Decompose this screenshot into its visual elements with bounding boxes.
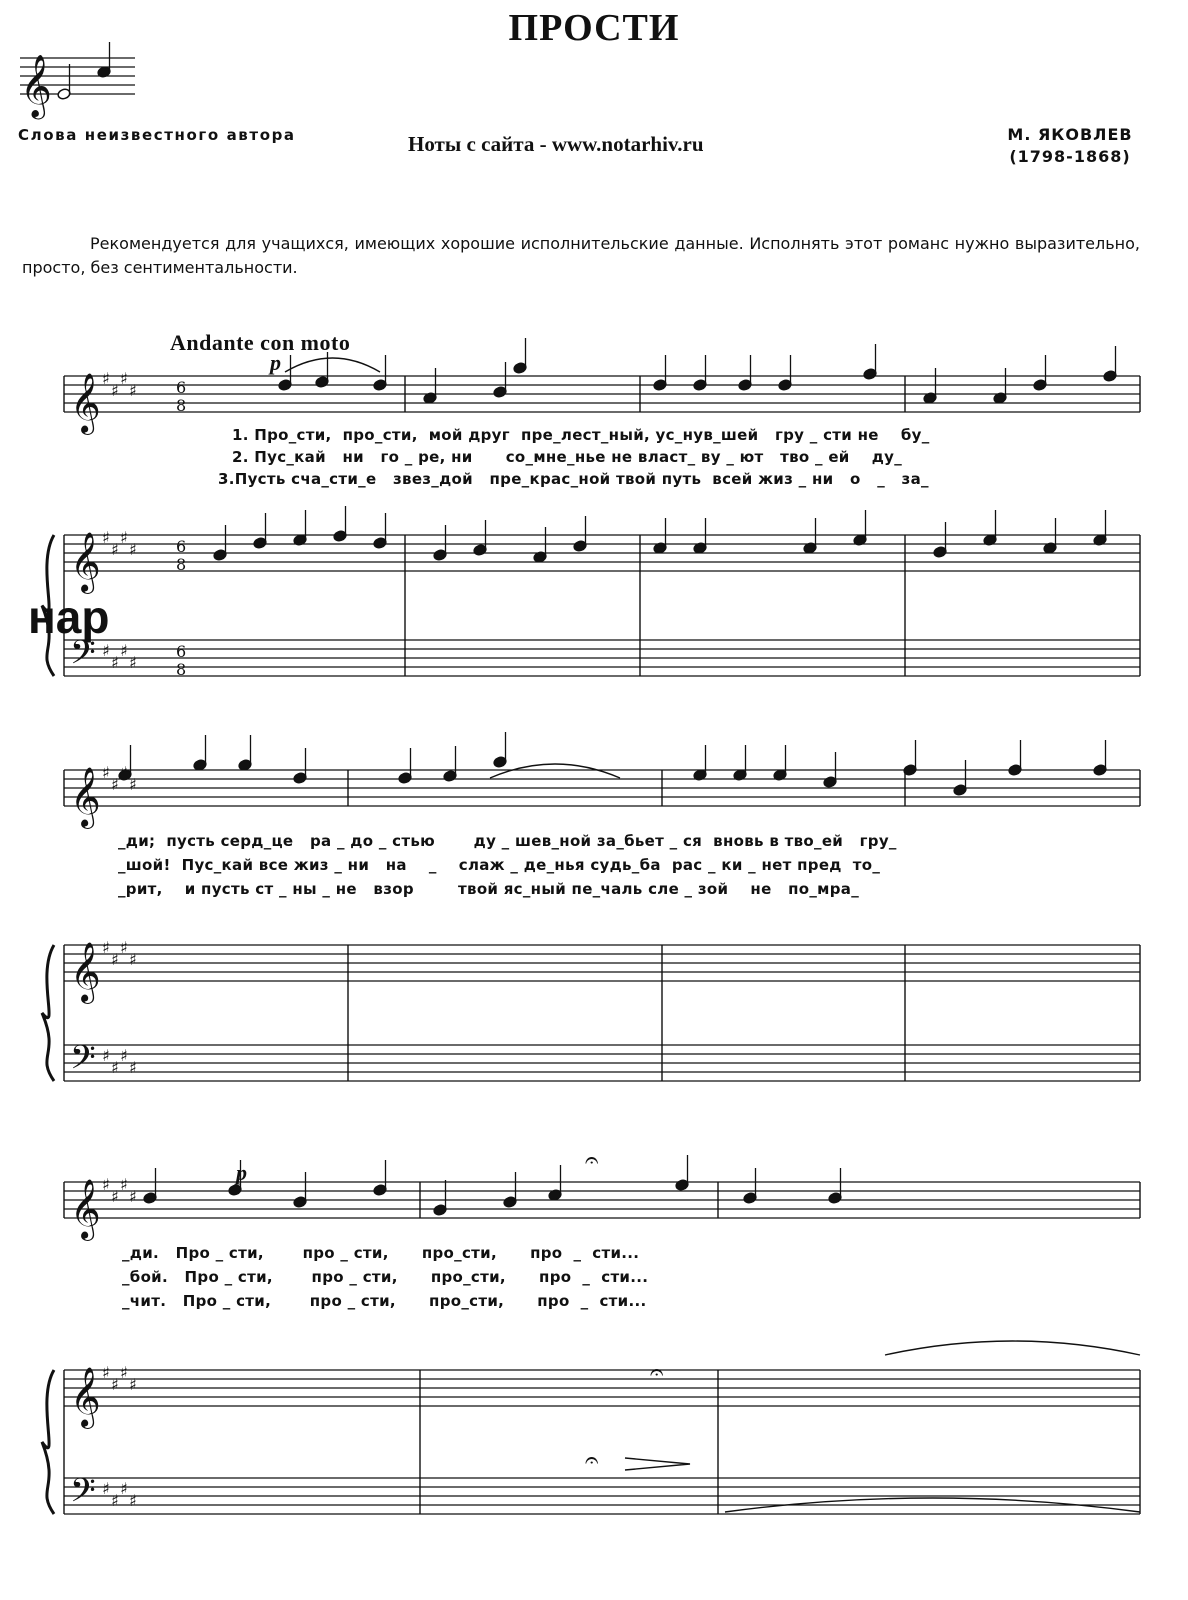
lyric-line: 1. Про_сти, про_сти, мой друг пре_лест_ный, ус_нув_шей гру _ сти не бу_	[232, 426, 930, 444]
sharp-icon: ♯	[129, 1058, 137, 1077]
lyric-line: _бой. Про _ сти, про _ сти, про_сти, про _ сти...	[122, 1268, 649, 1286]
time-signature-icon: 6	[176, 642, 187, 661]
bass-clef-icon: 𝄢	[70, 1472, 96, 1518]
sharp-icon: ♯	[129, 1187, 137, 1206]
sharp-icon: ♯	[120, 1175, 128, 1194]
sharp-icon: ♯	[120, 938, 128, 957]
time-signature-icon: 8	[176, 555, 187, 574]
performance-recommendation: Рекомендуется для учащихся, имеющих хорошие исполнительские данные. Исполнять этот романс нужно выразительно, просто, без сентиментальности.	[22, 234, 1140, 277]
bass-clef-icon: 𝄢	[70, 1039, 96, 1085]
sharp-icon: ♯	[129, 1491, 137, 1510]
lyric-line: 3.Пусть сча_сти_е звез_дой пре_крас_ной твой путь всей жиз _ ни о _ за_	[218, 470, 929, 488]
sharp-icon: ♯	[102, 763, 110, 782]
slur	[285, 358, 380, 372]
lyric-line: _шой! Пус_кай все жиз _ ни на _ слаж _ де_нья судь_ба рас _ ки _ нет пред то_	[118, 856, 881, 874]
music-symbols	[20, 42, 1140, 1518]
composer-name: М. ЯКОВЛЕВ	[1007, 125, 1133, 144]
piano-brace	[42, 1370, 54, 1514]
dynamic-piano-1: p	[270, 350, 281, 375]
sharp-icon: ♯	[102, 938, 110, 957]
treble-clef-icon: 𝄞	[70, 373, 101, 433]
sharp-icon: ♯	[102, 528, 110, 547]
slur	[885, 1341, 1140, 1355]
sharp-icon: ♯	[111, 653, 119, 672]
time-signature-icon: 6	[176, 378, 187, 397]
composer-years: (1798-1868)	[1009, 147, 1131, 166]
treble-clef-icon: 𝄞	[70, 1367, 101, 1427]
sharp-icon: ♯	[102, 1046, 110, 1065]
overlay-stamp: нар	[28, 591, 110, 643]
lyric-line: _чит. Про _ сти, про _ сти, про_сти, про _ сти...	[122, 1292, 647, 1310]
treble-clef-icon: 𝄞	[70, 767, 101, 827]
lyric-line: 2. Пус_кай ни го _ ре, ни со_мне_нье не власт_ ву _ ют тво _ ей ду_	[232, 448, 902, 466]
treble-clef-icon: 𝄞	[70, 942, 101, 1002]
sharp-icon: ♯	[120, 528, 128, 547]
time-signature-icon: 8	[176, 660, 187, 679]
bass-clef-icon: 𝄢	[70, 634, 96, 680]
sharp-icon: ♯	[129, 950, 137, 969]
sharp-icon: ♯	[129, 653, 137, 672]
sharp-icon: ♯	[111, 775, 119, 794]
fermata-icon: 𝄐	[650, 1358, 664, 1386]
fermata-icon: 𝄐	[585, 1446, 599, 1474]
slur	[490, 764, 620, 778]
sharp-icon: ♯	[111, 1187, 119, 1206]
piano-brace	[42, 535, 54, 676]
source-credit: Ноты с сайта - www.notarhiv.ru	[408, 132, 704, 156]
treble-clef-icon: 𝄞	[20, 54, 52, 117]
sharp-icon: ♯	[129, 540, 137, 559]
lyricist-credit: Слова неизвестного автора	[18, 126, 296, 144]
sharp-icon: ♯	[102, 641, 110, 660]
lyric-line: _ди. Про _ сти, про _ сти, про_сти, про _ сти...	[122, 1244, 640, 1262]
sharp-icon: ♯	[102, 1175, 110, 1194]
sharp-icon: ♯	[102, 369, 110, 388]
sharp-icon: ♯	[102, 1363, 110, 1382]
sharp-icon: ♯	[111, 1375, 119, 1394]
sharp-icon: ♯	[120, 641, 128, 660]
sharp-icon: ♯	[120, 1046, 128, 1065]
lyric-line: _ди; пусть серд_це ра _ до _ стью ду _ шев_ной за_бьет _ ся вновь в тво_ей гру_	[118, 832, 897, 850]
staff-lines	[20, 58, 1140, 1514]
sharp-icon: ♯	[120, 1363, 128, 1382]
tempo-marking: Andante con moto	[170, 330, 351, 355]
song-title: ПРОСТИ	[508, 7, 680, 49]
piano-brace	[42, 945, 54, 1081]
sharp-icon: ♯	[111, 1491, 119, 1510]
sharp-icon: ♯	[111, 540, 119, 559]
sharp-icon: ♯	[120, 1479, 128, 1498]
sharp-icon: ♯	[129, 775, 137, 794]
fermata-icon: 𝄐	[585, 1146, 599, 1174]
sharp-icon: ♯	[129, 1375, 137, 1394]
sharp-icon: ♯	[111, 381, 119, 400]
treble-clef-icon: 𝄞	[70, 532, 101, 592]
sharp-icon: ♯	[111, 1058, 119, 1077]
sharp-icon: ♯	[102, 1479, 110, 1498]
sharp-icon: ♯	[129, 381, 137, 400]
treble-clef-icon: 𝄞	[70, 1179, 101, 1239]
time-signature-icon: 8	[176, 396, 187, 415]
lyric-line: _рит, и пусть ст _ ны _ не взор твой яс_ный пе_чаль сле _ зой не по_мра_	[118, 880, 859, 898]
sharp-icon: ♯	[120, 369, 128, 388]
time-signature-icon: 6	[176, 537, 187, 556]
sharp-icon: ♯	[111, 950, 119, 969]
decrescendo-hairpin	[625, 1458, 690, 1470]
dynamic-piano-2: p	[236, 1160, 247, 1185]
